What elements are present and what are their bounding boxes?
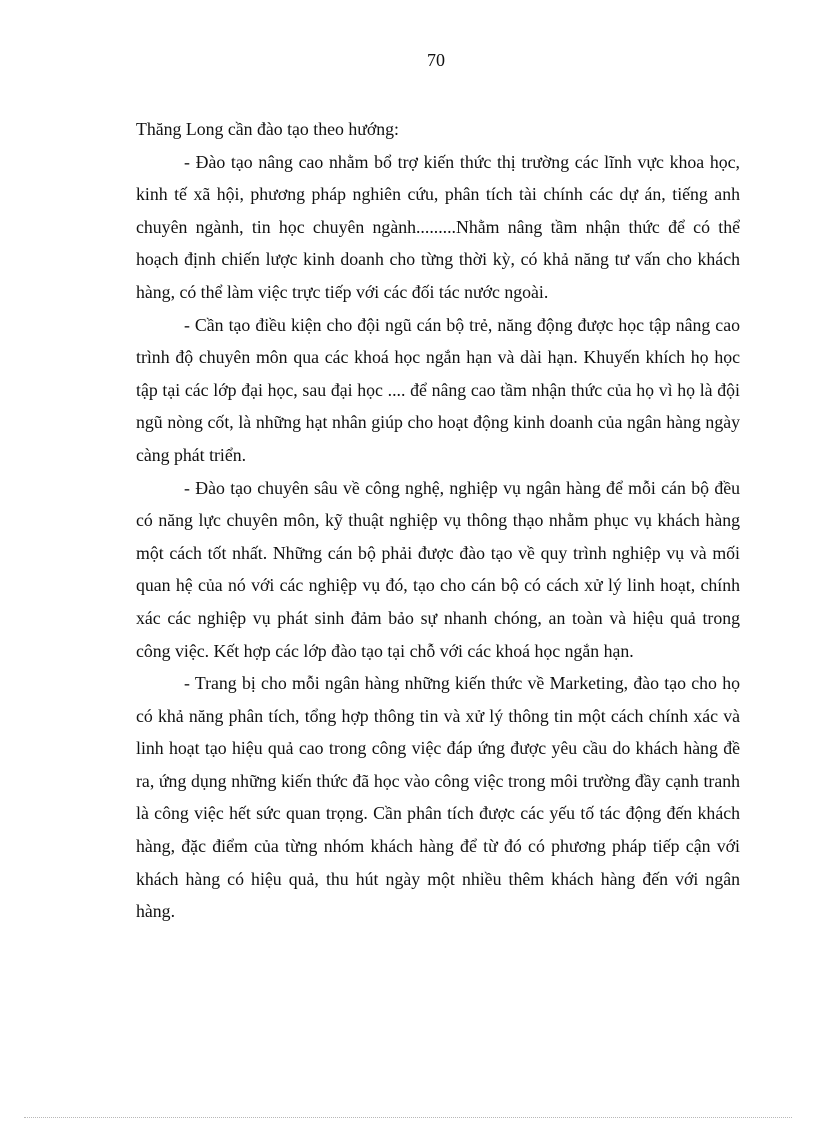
paragraph-marketing-training: - Trang bị cho mỗi ngân hàng những kiến thức về Marketing, đào tạo cho họ có khả năng phân tích, tổng hợp thông tin và xử lý thông tin một cách chính xác và linh hoạt tạo hiệu quả cao trong công việc đáp ứng được yêu cầu do khách hàng đề ra, ứng dụng những kiến thức đã học vào công việc trong môi trường đầy cạnh tranh là công việc hết sức quan trọng. Cần phân tích được các yếu tố tác động đến khách hàng, đặc điểm của từng nhóm khách hàng để từ đó có phương pháp tiếp cận với khách hàng có hiệu quả, thu hút ngày một nhiều thêm khách hàng đến với ngân hàng. — [136, 673, 740, 922]
paragraph-advanced-training: - Đào tạo nâng cao nhằm bổ trợ kiến thức thị trường các lĩnh vực khoa học, kinh tế xã hội, phương pháp nghiên cứu, phân tích tài chính các dự án, tiếng anh chuyên ngành, tin học chuyên ngành.........Nhằm nâng tầm nhận thức để có thể hoạch định chiến lược kinh doanh cho từng thời kỳ, có khả năng tư vấn cho khách hàng, có thể làm việc trực tiếp với các đối tác nước ngoài. — [136, 151, 740, 302]
page-bottom-rule — [24, 1117, 792, 1118]
intro-line: Thăng Long cần đào tạo theo hướng: — [136, 119, 399, 139]
paragraph-young-staff: - Cần tạo điều kiện cho đội ngũ cán bộ trẻ, năng động được học tập nâng cao trình độ chuyên môn qua các khoá học ngắn hạn và dài hạn. Khuyến khích họ học tập tại các lớp đại học, sau đại học .... để nâng cao tầm nhận thức của họ vì họ là đội ngũ nòng cốt, là những hạt nhân giúp cho hoạt động kinh doanh của ngân hàng ngày càng phát triển. — [136, 314, 740, 465]
body-text — [136, 113, 740, 928]
page-number: 70 — [427, 50, 445, 70]
paragraph-specialized-training: - Đào tạo chuyên sâu về công nghệ, nghiệp vụ ngân hàng để mỗi cán bộ đều có năng lực chuyên môn, kỹ thuật nghiệp vụ thông thạo nhằm phục vụ khách hàng một cách tốt nhất. Những cán bộ phải được đào tạo về quy trình nghiệp vụ và mối quan hệ của nó với các nghiệp vụ đó, tạo cho cán bộ có cách xử lý linh hoạt, chính xác các nghiệp vụ phát sinh đảm bảo sự nhanh chóng, an toàn và hiệu quả trong công việc. Kết hợp các lớp đào tạo tại chỗ với các khoá học ngắn hạn. — [136, 477, 740, 661]
